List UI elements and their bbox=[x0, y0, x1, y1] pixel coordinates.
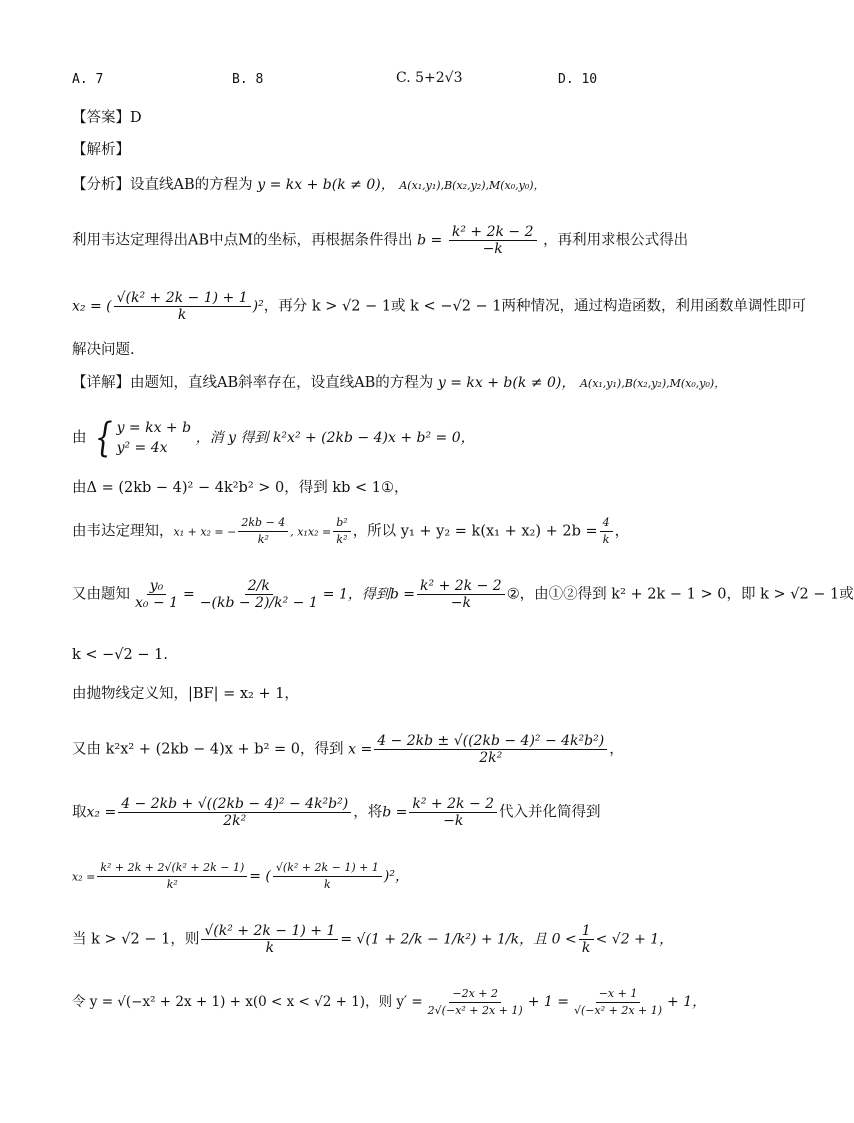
fenxi-text-2b: ，再利用求根公式得出 bbox=[543, 232, 689, 249]
detail-text-8b: ， bbox=[609, 741, 624, 758]
detail-text-11b: = √(1 + 2/k − 1/k²) + 1/k，且 0 < bbox=[340, 931, 577, 948]
detail-text-2b: ，消 y 得到 k²x² + (2kb − 4)x + b² = 0， bbox=[195, 430, 475, 446]
fenxi-line-4: 解决问题. bbox=[72, 342, 135, 358]
detail-b-2: b = bbox=[382, 804, 408, 821]
detail-line-9 bbox=[72, 796, 601, 829]
answer-tag: 【答案】 bbox=[72, 110, 130, 126]
denominator: −k bbox=[450, 595, 471, 611]
derivative-frac-2 bbox=[571, 986, 665, 1019]
reciprocal-frac bbox=[579, 923, 594, 956]
system-row-2: y² = 4x bbox=[116, 440, 168, 456]
root-formula-frac bbox=[374, 733, 607, 766]
vieta-frac-2 bbox=[333, 515, 350, 548]
detail-text-5b: = 1，得到 bbox=[322, 586, 390, 603]
detail-line-1 bbox=[72, 373, 725, 394]
numerator: k² + 2k − 2 bbox=[417, 578, 505, 595]
denominator: k bbox=[265, 940, 275, 956]
b-frac bbox=[417, 578, 505, 611]
fenxi-equation: y = kx + b(k ≠ 0)， bbox=[257, 177, 395, 193]
x2-square-frac bbox=[273, 860, 382, 893]
option-d: D. 10 bbox=[558, 72, 598, 87]
compound-frac bbox=[197, 578, 321, 611]
fenxi-text-3: ，再分 k > √2 − 1或 k < −√2 − 1两种情况，通过构造函数，利用函数单调性即可 bbox=[263, 298, 807, 315]
numerator: −x + 1 bbox=[596, 986, 641, 1003]
detail-text-1: 由题知，直线AB斜率存在，设直线AB的方程为 bbox=[130, 375, 434, 391]
option-b: B. 8 bbox=[232, 72, 264, 87]
numerator: √(k² + 2k − 1) + 1 bbox=[201, 923, 338, 940]
detail-text-12b: + 1 = bbox=[527, 994, 569, 1010]
numerator: k² + 2k + 2√(k² + 2k − 1) bbox=[97, 860, 247, 877]
numerator: √(k² + 2k − 1) + 1 bbox=[114, 290, 251, 307]
detail-x: x = bbox=[348, 741, 373, 758]
detail-text-2: 由 bbox=[72, 430, 87, 446]
detail-text-4: 由韦达定理知， bbox=[72, 523, 174, 540]
brace-icon: { bbox=[94, 415, 113, 461]
fenxi-line-3 bbox=[72, 290, 806, 323]
equals: = bbox=[183, 586, 195, 603]
equals-open: = ( bbox=[249, 868, 271, 885]
midpoint-frac bbox=[132, 578, 181, 611]
detail-text-4c: ， bbox=[614, 523, 630, 540]
detail-points: A(x₁,y₁),B(x₂,y₂),M(x₀,y₀)， bbox=[579, 377, 726, 390]
denominator: −(kb − 2)/k² − 1 bbox=[199, 595, 318, 611]
fenxi-points: A(x₁,y₁),B(x₂,y₂),M(x₀,y₀)， bbox=[399, 179, 545, 192]
fenxi-tag: 【分析】 bbox=[72, 177, 130, 193]
numerator: 1 bbox=[579, 923, 594, 940]
x2-frac bbox=[118, 796, 351, 829]
numerator: 4 bbox=[600, 515, 613, 532]
detail-line-4 bbox=[72, 515, 629, 548]
denominator: −k bbox=[443, 813, 464, 829]
fenxi-x2-close: )² bbox=[252, 298, 264, 315]
denominator: k bbox=[324, 878, 331, 891]
denominator: √(−x² + 2x + 1) bbox=[574, 1004, 663, 1017]
denominator: k bbox=[177, 307, 187, 323]
detail-line-7: 由抛物线定义知，|BF| = x₂ + 1， bbox=[72, 686, 299, 702]
detail-x2-2: x₂ = bbox=[72, 870, 96, 884]
option-a: A. 7 bbox=[72, 72, 104, 87]
numerator: k² + 2k − 2 bbox=[449, 224, 537, 241]
analysis-tag: 【解析】 bbox=[72, 142, 130, 158]
detail-text-12: 令 y = √(−x² + 2x + 1) + x(0 < x < √2 + 1)，则 y′ = bbox=[72, 994, 423, 1010]
denominator: 2√(−x² + 2x + 1) bbox=[427, 1004, 523, 1017]
detail-line-8 bbox=[72, 733, 624, 766]
detail-line-2 bbox=[72, 415, 475, 461]
detail-text-9: 取 bbox=[72, 804, 87, 821]
fenxi-x2: x₂ = ( bbox=[72, 298, 112, 315]
detail-text-9c: 代入并化简得到 bbox=[499, 804, 601, 821]
vieta-prod: , x₁x₂ = bbox=[290, 525, 332, 539]
numerator: y₀ bbox=[147, 578, 167, 595]
detail-text-11: 当 k > √2 − 1，则 bbox=[72, 931, 200, 948]
system-row-1: y = kx + b bbox=[116, 420, 192, 436]
b-frac-2 bbox=[409, 796, 497, 829]
numerator: 2kb − 4 bbox=[238, 515, 288, 532]
derivative-frac-1 bbox=[425, 986, 526, 1019]
fenxi-line-2 bbox=[72, 224, 688, 257]
denominator: x₀ − 1 bbox=[135, 595, 179, 611]
fenxi-b: b = bbox=[417, 232, 443, 249]
detail-tag: 【详解】 bbox=[72, 375, 130, 391]
equation-system bbox=[91, 415, 192, 461]
detail-text-9b: ，将 bbox=[353, 804, 383, 821]
fenxi-x2-fraction bbox=[114, 290, 251, 323]
detail-line-10 bbox=[72, 860, 409, 893]
detail-text-3: 由Δ = (2kb − 4)² − 4k²b² > 0，得到 kb < 1①， bbox=[72, 480, 409, 496]
detail-b: b = bbox=[389, 586, 416, 603]
detail-line-11 bbox=[72, 923, 673, 956]
numerator: k² + 2k − 2 bbox=[409, 796, 497, 813]
detail-text-12c: + 1， bbox=[667, 994, 707, 1010]
fenxi-line-1 bbox=[72, 175, 545, 196]
vieta-frac-3 bbox=[600, 515, 613, 548]
denominator: 2k² bbox=[223, 813, 247, 829]
detail-text-11c: < √2 + 1， bbox=[595, 931, 674, 948]
detail-x2: x₂ = bbox=[86, 804, 117, 821]
detail-line-5 bbox=[72, 578, 854, 611]
denominator: k² bbox=[336, 533, 348, 546]
numerator: 4 − 2kb ± √((2kb − 4)² − 4k²b²) bbox=[374, 733, 607, 750]
denominator: k bbox=[602, 533, 610, 546]
detail-text-5c: ②，由①②得到 k² + 2k − 1 > 0，即 k > √2 − 1或 bbox=[506, 586, 854, 603]
fenxi-b-fraction bbox=[449, 224, 537, 257]
fenxi-text: 设直线AB的方程为 bbox=[130, 177, 253, 193]
detail-equation-1: y = kx + b(k ≠ 0)， bbox=[437, 375, 576, 391]
denominator: k² bbox=[257, 533, 269, 546]
detail-line-6: k < −√2 − 1. bbox=[72, 647, 168, 663]
detail-text-8: 又由 k²x² + (2kb − 4)x + b² = 0，得到 bbox=[72, 741, 344, 758]
fenxi-text-2: 利用韦达定理得出AB中点M的坐标，再根据条件得出 bbox=[72, 232, 413, 249]
x2-simplified-frac bbox=[97, 860, 247, 893]
detail-text-5: 又由题知 bbox=[72, 586, 130, 603]
close-square: )²， bbox=[383, 868, 409, 885]
numerator: √(k² + 2k − 1) + 1 bbox=[273, 860, 382, 877]
vieta-sum: x₁ + x₂ = − bbox=[173, 525, 237, 539]
vieta-frac-1 bbox=[238, 515, 288, 548]
numerator: b² bbox=[333, 515, 350, 532]
case-frac bbox=[201, 923, 338, 956]
answer-value: D bbox=[130, 110, 142, 126]
denominator: −k bbox=[482, 241, 503, 257]
answer-line bbox=[72, 108, 142, 128]
detail-line-12 bbox=[72, 986, 706, 1019]
denominator: k bbox=[581, 940, 591, 956]
option-c: C. 5+2√3 bbox=[396, 70, 463, 86]
detail-line-3 bbox=[72, 478, 409, 498]
numerator: −2x + 2 bbox=[449, 986, 501, 1003]
denominator: 2k² bbox=[479, 750, 503, 766]
denominator: k² bbox=[166, 878, 178, 891]
numerator: 2/k bbox=[245, 578, 273, 595]
numerator: 4 − 2kb + √((2kb − 4)² − 4k²b²) bbox=[118, 796, 351, 813]
detail-text-4b: ，所以 y₁ + y₂ = k(x₁ + x₂) + 2b = bbox=[352, 523, 598, 540]
